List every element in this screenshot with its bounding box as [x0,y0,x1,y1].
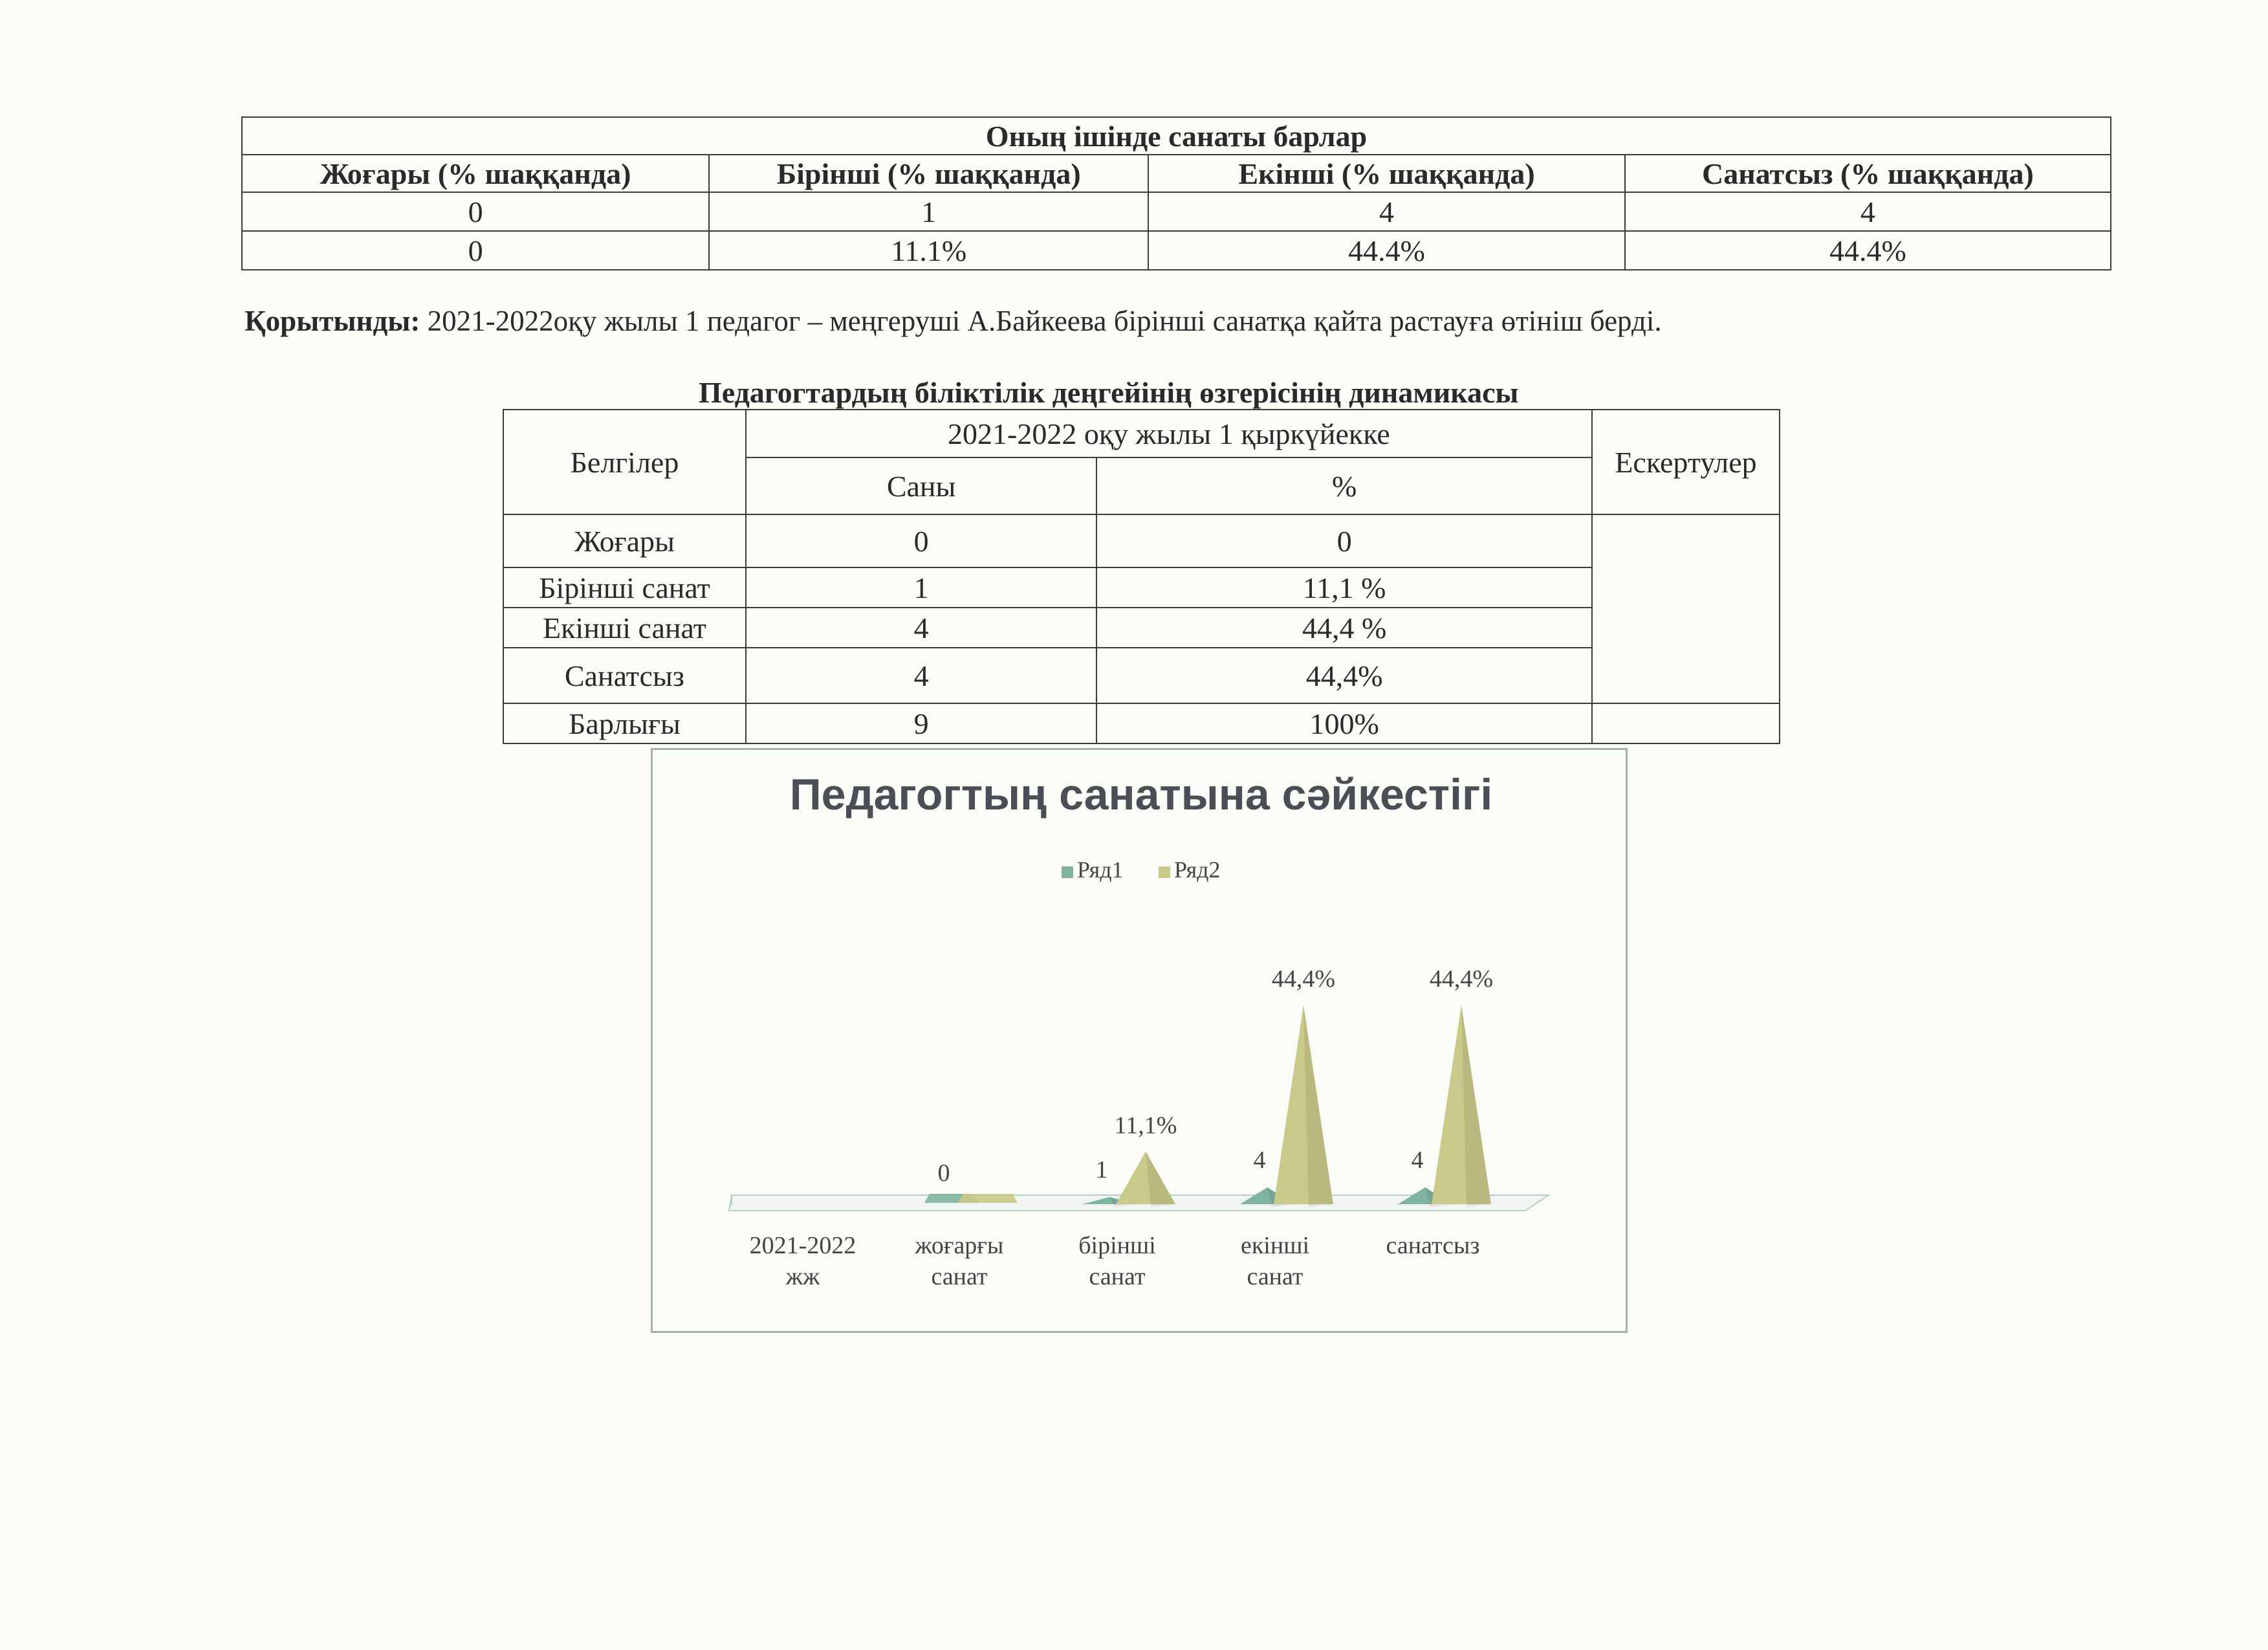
row-pct: 11,1 % [1096,567,1592,608]
table-cell: 4 [1625,192,2111,231]
x-tick-label-line: санатсыз [1386,1232,1480,1259]
table-row [503,648,1780,703]
x-tick-label-line: санат [931,1263,988,1290]
x-tick-label-line: санат [1247,1263,1303,1290]
table-row [503,514,1780,567]
table-cell: 44.4% [1148,231,1625,270]
x-tick-label-line: бірінші [1078,1232,1156,1259]
legend-label-series2: Ряд2 [1174,857,1221,883]
chart-bar-shade [1146,1152,1175,1207]
x-tick-label [1386,1232,1480,1259]
chart-bar-series2 [958,1194,1018,1203]
row-label: Бірінші санат [503,567,746,608]
table2-title: Педагогтардың біліктілік деңгейінің өзгерісінің динамикасы [699,376,1519,409]
legend-label-series1: Ряд1 [1077,857,1124,883]
row-label: Барлығы [503,703,746,743]
table1-header-higher: Жоғары (% шаққанда) [242,155,709,192]
notes-cell [1592,703,1780,743]
x-tick-label [1078,1232,1156,1290]
table-row [503,608,1780,648]
x-tick-label [1241,1232,1309,1290]
table-row [242,192,2111,231]
chart-legend [1062,857,1221,883]
pct-header: % [1096,457,1592,514]
table-cell: 44.4% [1625,231,2111,270]
conclusion-text: 2021-2022оқу жылы 1 педагог – меңгеруші А.Байкеева бірінші санатқа қайта растауға өтініш берді. [420,305,1662,337]
row-label: Жоғары [503,514,746,567]
notes-cell [1592,514,1780,703]
row-count: 9 [746,703,1097,743]
data-label-series1: 4 [1411,1147,1424,1174]
table-cell: 1 [709,192,1148,231]
period-header: 2021-2022 оқу жылы 1 қыркүйекке [746,410,1592,457]
row-pct: 100% [1096,703,1592,743]
chart-bar-shade [1303,1005,1333,1207]
data-label-series2: 44,4% [1271,965,1336,993]
count-header: Саны [746,457,1097,514]
data-label-series1: 1 [1095,1156,1108,1183]
chart-svg [653,750,1626,1331]
x-tick-label-line: 2021-2022 [749,1232,856,1259]
legend-swatch-series1 [1062,866,1073,878]
table1-header-second: Екінші (% шаққанда) [1148,155,1625,192]
table1-header-first: Бірінші (% шаққанда) [709,155,1148,192]
x-tick-label-line: екінші [1240,1232,1310,1259]
table-row [503,567,1780,608]
table-cell: 11.1% [709,231,1148,270]
table1-header-none: Санатсыз (% шаққанда) [1625,155,2111,192]
row-label: Санатсыз [503,648,746,703]
row-count: 0 [746,514,1097,567]
row-count: 4 [746,608,1097,648]
x-tick-label-line: санат [1089,1263,1146,1290]
category-summary-table [241,116,2111,270]
qualification-dynamics-table [503,409,1780,744]
table-cell: 0 [242,231,709,270]
row-pct: 0 [1096,514,1592,567]
data-label-series2: 44,4% [1429,965,1494,993]
table-cell: 0 [242,192,709,231]
conclusion-paragraph [245,304,1662,338]
row-pct: 44,4% [1096,648,1592,703]
table1-caption: Оның ішінде санаты барлар [242,117,2111,155]
row-pct: 44,4 % [1096,608,1592,648]
data-label-series1: 4 [1253,1147,1266,1174]
chart-title: Педагогтың санатына сәйкестігі [789,770,1493,819]
x-tick-label-line: жж [785,1263,820,1290]
data-label-series1: 0 [937,1160,950,1187]
row-count: 4 [746,648,1097,703]
chart-marks [924,965,1493,1207]
col-label-header: Белгілер [503,410,746,514]
table-row [503,703,1780,743]
x-tick-label [750,1232,856,1290]
data-label-series2: 11,1% [1114,1112,1177,1139]
x-tick-label [915,1232,1004,1290]
table-row [242,231,2111,270]
legend-swatch-series2 [1159,866,1170,878]
row-count: 1 [746,567,1097,608]
conclusion-label: Қорытынды: [245,305,420,337]
row-label: Екінші санат [503,608,746,648]
notes-header: Ескертулер [1592,410,1780,514]
chart-bar-shade [1461,1005,1491,1207]
category-chart [651,748,1628,1333]
table-cell: 4 [1148,192,1625,231]
x-tick-label-line: жоғарғы [915,1232,1004,1259]
chart-x-labels [750,1232,1480,1290]
